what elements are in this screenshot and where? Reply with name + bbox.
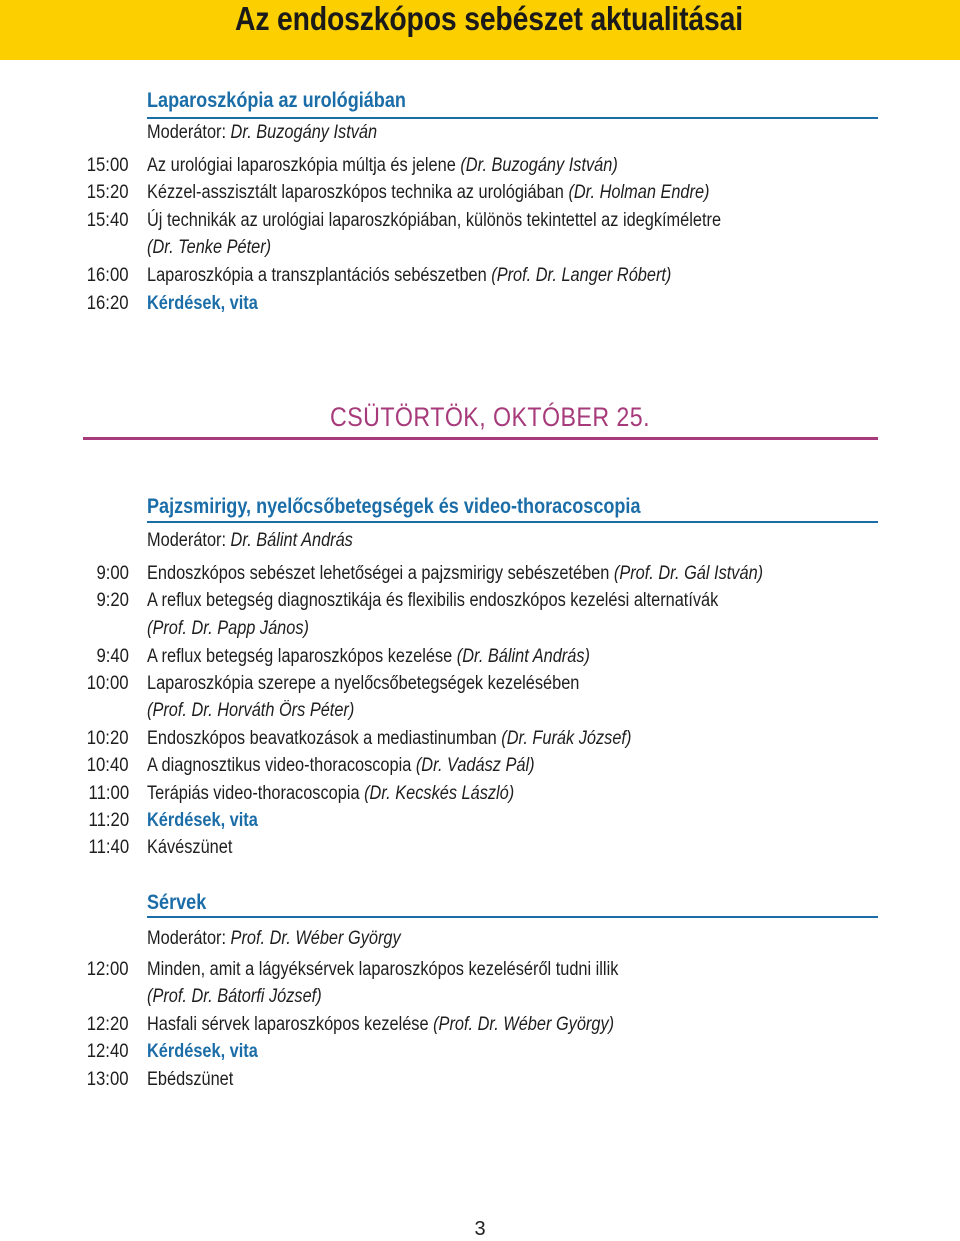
talk-title: Minden, amit a lágyéksérvek laparoszkópos kezeléséről tudni illik (147, 959, 619, 980)
time: 12:40 (87, 1041, 129, 1062)
moderator-label: Moderátor: (147, 530, 227, 551)
time: 12:00 (87, 959, 129, 980)
schedule-row-discussion (0, 290, 960, 317)
speaker: (Prof. Dr. Horváth Örs Péter) (147, 700, 355, 721)
schedule-row-continuation (0, 615, 960, 642)
moderator-name: Prof. Dr. Wéber György (230, 928, 401, 949)
schedule-row (0, 670, 960, 697)
talk-title: Endoszkópos beavatkozások a mediastinumban (147, 728, 502, 749)
speaker: (Dr. Holman Endre) (568, 182, 710, 203)
schedule-row-discussion (0, 1038, 960, 1065)
moderator-label: Moderátor: (147, 122, 227, 143)
speaker: (Dr. Buzogány István) (460, 155, 618, 176)
schedule-row (0, 152, 960, 179)
time: 9:00 (96, 563, 129, 584)
moderator-name: Dr. Buzogány István (230, 122, 378, 143)
talk-title: Új technikák az urológiai laparoszkópiában, különös tekintettel az idegkíméletre (147, 210, 722, 231)
schedule-row (0, 560, 960, 587)
discussion-label: Kérdések, vita (147, 810, 258, 831)
time: 10:40 (87, 755, 129, 776)
moderator-name: Dr. Bálint András (230, 530, 353, 551)
section-title-hernia: Sérvek (147, 891, 207, 914)
time: 10:00 (87, 673, 129, 694)
schedule-row (0, 179, 960, 206)
time: 9:40 (96, 646, 129, 667)
speaker: (Prof. Dr. Wéber György) (433, 1014, 615, 1035)
schedule-row (0, 725, 960, 752)
talk-title: A diagnosztikus video-thoracoscopia (147, 755, 416, 776)
talk-title: Terápiás video-thoracoscopia (147, 783, 365, 804)
section-divider (147, 521, 878, 523)
break-label: Kávészünet (147, 837, 233, 858)
speaker: (Dr. Tenke Péter) (147, 237, 272, 258)
time: 16:00 (87, 265, 129, 286)
discussion-label: Kérdések, vita (147, 293, 258, 314)
talk-title: A reflux betegség diagnosztikája és flexibilis endoszkópos kezelési alternatívák (147, 590, 719, 611)
section-title-thyroid-esophagus: Pajzsmirigy, nyelőcsőbetegségek és video-thoracoscopia (147, 495, 641, 518)
speaker: (Dr. Kecskés László) (364, 783, 515, 804)
schedule-row (0, 207, 960, 234)
time: 11:20 (88, 810, 129, 831)
moderator-line (0, 119, 960, 146)
time: 15:40 (87, 210, 129, 231)
time: 15:20 (87, 182, 129, 203)
schedule-row (0, 262, 960, 289)
title-banner (0, 0, 960, 60)
speaker: (Dr. Furák József) (501, 728, 632, 749)
section-title-urology: Laparoszkópia az urológiában (147, 89, 406, 112)
speaker: (Prof. Dr. Gál István) (613, 563, 764, 584)
moderator-line (0, 527, 960, 554)
talk-title: Laparoszkópia szerepe a nyelőcsőbetegségek kezelésében (147, 673, 580, 694)
talk-title: Endoszkópos sebészet lehetőségei a pajzsmirigy sebészetében (147, 563, 614, 584)
time: 12:20 (87, 1014, 129, 1035)
time: 11:40 (88, 837, 129, 858)
schedule-row (0, 587, 960, 614)
talk-title: A reflux betegség laparoszkópos kezelése (147, 646, 457, 667)
speaker: (Dr. Bálint András) (456, 646, 590, 667)
schedule-row-break (0, 1066, 960, 1093)
schedule-row (0, 1011, 960, 1038)
schedule-row-break (0, 834, 960, 861)
talk-title: Laparoszkópia a transzplantációs sebészetben (147, 265, 492, 286)
page-number: 3 (474, 1218, 486, 1240)
speaker: (Dr. Vadász Pál) (415, 755, 535, 776)
schedule-row-continuation (0, 697, 960, 724)
time: 9:20 (96, 590, 129, 611)
moderator-line (0, 925, 960, 952)
day-heading: CSÜTÖRTÖK, OKTÓBER 25. (330, 402, 650, 432)
day-divider (83, 437, 878, 440)
schedule-row (0, 643, 960, 670)
discussion-label: Kérdések, vita (147, 1041, 258, 1062)
break-label: Ebédszünet (147, 1069, 234, 1090)
time: 13:00 (87, 1069, 129, 1090)
schedule-row (0, 956, 960, 983)
talk-title: Az urológiai laparoszkópia múltja és jelene (147, 155, 461, 176)
time: 11:00 (88, 783, 129, 804)
schedule-row-discussion (0, 807, 960, 834)
schedule-row-continuation (0, 983, 960, 1010)
talk-title: Kézzel-asszisztált laparoszkópos technika az urológiában (147, 182, 569, 203)
schedule-row (0, 752, 960, 779)
schedule-row-continuation (0, 234, 960, 261)
page-title: Az endoszkópos sebészet aktualitásai (235, 0, 743, 37)
speaker: (Prof. Dr. Papp János) (147, 618, 309, 639)
speaker: (Prof. Dr. Bátorfi József) (147, 986, 322, 1007)
time: 15:00 (87, 155, 129, 176)
speaker: (Prof. Dr. Langer Róbert) (491, 265, 672, 286)
section-divider (147, 916, 878, 918)
time: 16:20 (87, 293, 129, 314)
talk-title: Hasfali sérvek laparoszkópos kezelése (147, 1014, 434, 1035)
moderator-label: Moderátor: (147, 928, 227, 949)
schedule-row (0, 780, 960, 807)
time: 10:20 (87, 728, 129, 749)
